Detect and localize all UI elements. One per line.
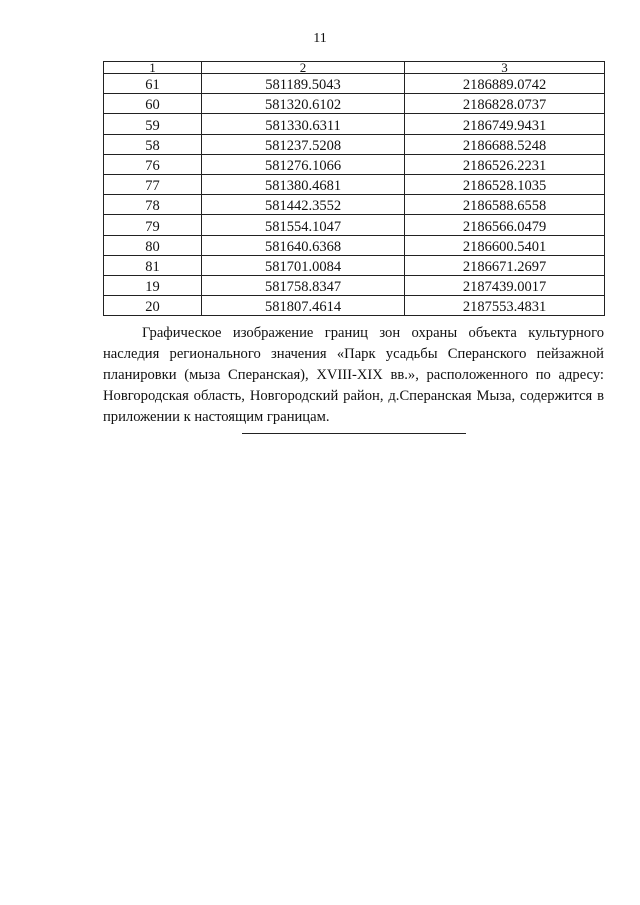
x-coordinate-cell: 581237.5208 [202, 134, 405, 154]
point-number-cell: 19 [104, 275, 202, 295]
table-row [104, 134, 605, 154]
x-coordinate-cell: 581554.1047 [202, 215, 405, 235]
x-coordinate-cell: 581807.4614 [202, 296, 405, 316]
table-row [104, 154, 605, 174]
column-header-point: 1 [104, 62, 202, 74]
x-coordinate-cell: 581320.6102 [202, 94, 405, 114]
y-coordinate-cell: 2186526.2231 [405, 154, 605, 174]
y-coordinate-cell: 2186588.6558 [405, 195, 605, 215]
x-coordinate-cell: 581330.6311 [202, 114, 405, 134]
y-coordinate-cell: 2186566.0479 [405, 215, 605, 235]
point-number-cell: 58 [104, 134, 202, 154]
point-number-cell: 76 [104, 154, 202, 174]
table-row [104, 296, 605, 316]
y-coordinate-cell: 2186600.5401 [405, 235, 605, 255]
y-coordinate-cell: 2186528.1035 [405, 174, 605, 194]
table-row [104, 74, 605, 94]
y-coordinate-cell: 2186889.0742 [405, 74, 605, 94]
table-row [104, 195, 605, 215]
table-row [104, 114, 605, 134]
point-number-cell: 79 [104, 215, 202, 235]
column-header-y: 3 [405, 62, 605, 74]
top-edge-mark [310, 0, 332, 2]
y-coordinate-cell: 2186688.5248 [405, 134, 605, 154]
coordinates-table [103, 61, 605, 316]
x-coordinate-cell: 581276.1066 [202, 154, 405, 174]
end-of-text-rule [242, 433, 466, 434]
table-row [104, 94, 605, 114]
y-coordinate-cell: 2186671.2697 [405, 255, 605, 275]
x-coordinate-cell: 581442.3552 [202, 195, 405, 215]
point-number-cell: 77 [104, 174, 202, 194]
x-coordinate-cell: 581758.8347 [202, 275, 405, 295]
page-number: 11 [313, 31, 327, 46]
point-number-cell: 80 [104, 235, 202, 255]
x-coordinate-cell: 581701.0084 [202, 255, 405, 275]
table-row [104, 215, 605, 235]
y-coordinate-cell: 2186749.9431 [405, 114, 605, 134]
table-row [104, 275, 605, 295]
point-number-cell: 20 [104, 296, 202, 316]
point-number-cell: 60 [104, 94, 202, 114]
point-number-cell: 61 [104, 74, 202, 94]
point-number-cell: 81 [104, 255, 202, 275]
table-row [104, 255, 605, 275]
table-row [104, 235, 605, 255]
table-row [104, 174, 605, 194]
x-coordinate-cell: 581189.5043 [202, 74, 405, 94]
table-header-row [104, 62, 605, 74]
point-number-cell: 78 [104, 195, 202, 215]
y-coordinate-cell: 2186828.0737 [405, 94, 605, 114]
x-coordinate-cell: 581380.4681 [202, 174, 405, 194]
y-coordinate-cell: 2187553.4831 [405, 296, 605, 316]
x-coordinate-cell: 581640.6368 [202, 235, 405, 255]
body-paragraph: Графическое изображение границ зон охраны объекта культурного наследия регионального значения «Парк усадьбы Сперанского пейзажной планировки (мыза Сперанская), XVIII-XIX вв.», расположенного по адресу: Новгородская область, Новгородский район, д.Сперанская Мыза, содержится в приложении к настоящим границам. [103, 325, 604, 425]
y-coordinate-cell: 2187439.0017 [405, 275, 605, 295]
point-number-cell: 59 [104, 114, 202, 134]
column-header-x: 2 [202, 62, 405, 74]
